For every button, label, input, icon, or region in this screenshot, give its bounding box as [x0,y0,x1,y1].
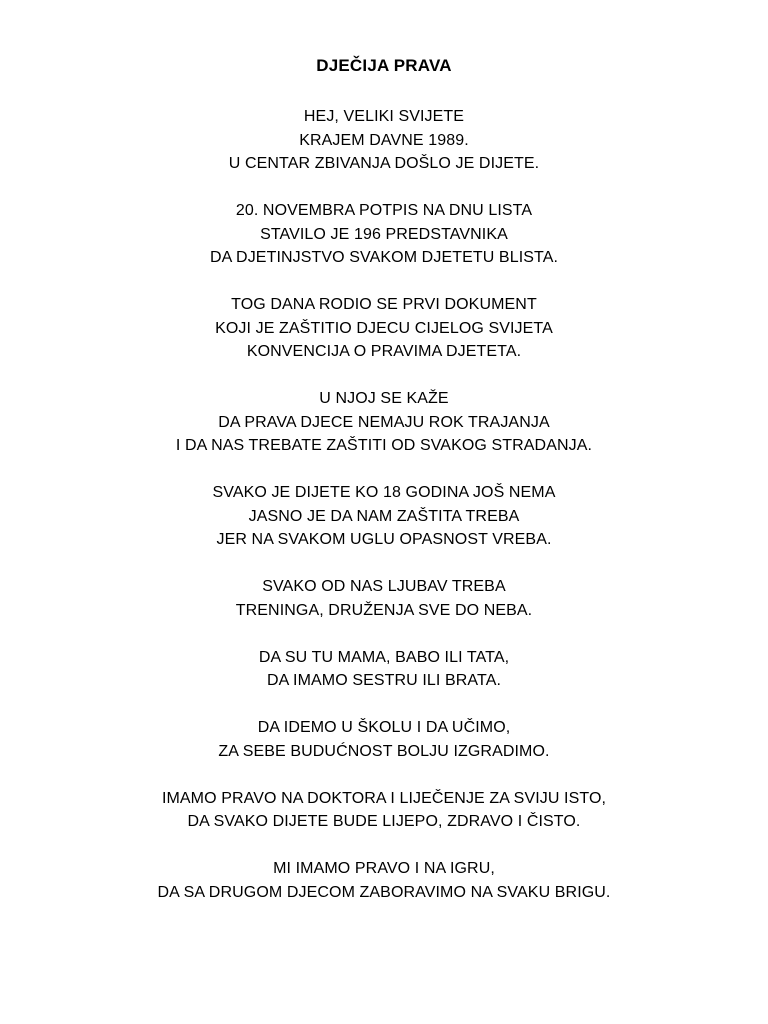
poem-line: DA SVAKO DIJETE BUDE LIJEPO, ZDRAVO I ČISTO. [187,813,581,830]
poem-line: KONVENCIJA O PRAVIMA DJETETA. [246,343,522,360]
poem-line: DA IDEMO U ŠKOLU I DA UČIMO, [257,719,511,736]
stanza-3 [0,293,768,364]
poem-line: KOJI JE ZAŠTITIO DJECU CIJELOG SVIJETA [215,319,553,337]
poem-body [0,105,768,928]
poem-line: ZA SEBE BUDUĆNOST BOLJU IZGRADIMO. [218,742,550,760]
stanza-9 [0,787,768,834]
poem-line: JER NA SVAKOM UGLU OPASNOST VREBA. [216,531,552,548]
stanza-4 [0,387,768,458]
stanza-5 [0,481,768,552]
poem-line: DA SA DRUGOM DJECOM ZABORAVIMO NA SVAKU BRIGU. [157,883,611,901]
poem-line: 20. NOVEMBRA POTPIS NA DNU LISTA [235,202,533,219]
poem-line: U NJOJ SE KAŽE [319,390,449,407]
stanza-8 [0,716,768,763]
stanza-1 [0,105,768,176]
poem-line: DA SU TU MAMA, BABO ILI TATA, [258,648,510,666]
poem-line: KRAJEM DAVNE 1989. [299,131,469,149]
stanza-7 [0,646,768,693]
stanza-2 [0,199,768,270]
poem-line: I DA NAS TREBATE ZAŠTITI OD SVAKOG STRADANJA. [175,437,593,454]
poem-line: DA DJETINJSTVO SVAKOM DJETETU BLISTA. [209,249,559,266]
poem-line: IMAMO PRAVO NA DOKTORA I LIJEČENJE ZA SVIJU ISTO, [161,789,607,807]
poem-line: SVAKO OD NAS LJUBAV TREBA [262,578,506,595]
poem-line: DA PRAVA DJECE NEMAJU ROK TRAJANJA [218,413,550,431]
poem-line: DA IMAMO SESTRU ILI BRATA. [266,672,502,689]
poem-line: HEJ, VELIKI SVIJETE [303,108,465,125]
poem-line: JASNO JE DA NAM ZAŠTITA TREBA [248,507,520,525]
document-title: DJEČIJA PRAVA [316,56,452,75]
poem-line: MI IMAMO PRAVO I NA IGRU, [273,860,495,877]
poem-line: SVAKO JE DIJETE KO 18 GODINA JOŠ NEMA [212,484,556,501]
stanza-10 [0,857,768,904]
stanza-6 [0,575,768,622]
poem-line: STAVILO JE 196 PREDSTAVNIKA [260,225,508,243]
poem-line: TRENINGA, DRUŽENJA SVE DO NEBA. [235,601,533,619]
poem-line: TOG DANA RODIO SE PRVI DOKUMENT [231,296,537,313]
poem-line: U CENTAR ZBIVANJA DOŠLO JE DIJETE. [228,155,540,172]
